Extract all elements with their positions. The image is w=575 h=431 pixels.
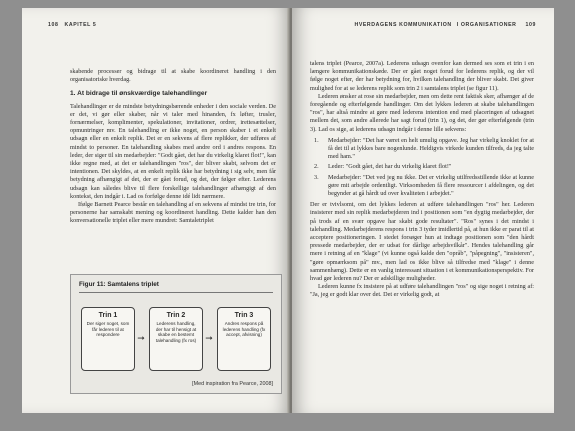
list-item: [310, 163, 534, 171]
figure-step-desc: Lederens handling, der har til hensigt at skabe en bestemt talehandling (fx ros): [155, 321, 197, 343]
figure-step-title: Trin 2: [166, 312, 186, 319]
list-item: [310, 137, 534, 162]
arrow-right-icon: ➞: [137, 333, 145, 343]
left-body-text: [70, 68, 276, 226]
right-page: [292, 8, 554, 413]
figure-step-2: [149, 307, 203, 371]
right-paragraph: Der er tvivlsomt, om det lykkes lederen at udføre talehandlingen "ros" her. Lederen insisterer med sin replik medarbejderen ind i positionen som "en dygtig medarbejder, der på trods af en svær opgave har skabt gode resultater". "Ros" synes i det mindst i talehandling. Medarbejderens respons i trin 3 tyder imidlertid på, at hun ikke er parat til at acceptere positioneringen. I stedet forsøger hun at indtage positionen som "den hårdt pressede medarbejder, der er udsat for dårlige arbejdsvilkår". Hendes talehandling går mere i retning af en "klage" (vi kunne også kalde den "opråb", "påpegning", "insisteren", "gøre opmærksom på" mv., men lad os ikke blive så tilfredse med "klage" i denne sammenhæng). Dette er en vanlig interessant situation i et kommunikationsperspektiv. For hvad gør lederen nu? Der er adskillige muligheder.: [310, 201, 534, 283]
list-item-number: 1.: [314, 136, 319, 144]
right-header-part1: HVERDAGENS KOMMUNIKATION: [354, 22, 452, 28]
left-chapter-title: KAPITEL 5: [64, 22, 97, 28]
list-item-text: Medarbejder: "Det ved jeg nu ikke. Det er virkelig utilfredsstillende ikke at kunne gøre mit arbejde ordentligt. Virksomheden få flere ressourcer i afdelingen, og det begynder at gå hårdt ud over kvaliteten i arbejdet.": [328, 173, 534, 198]
figure-credit: [Med inspiration fra Pearce, 2008]: [192, 381, 273, 387]
left-paragraph: Talehandlinger er de mindste betydningsbærende enheder i den sociale verden. De er det, vi gør eller skaber, når vi taler med hinanden, fx løfter, trusler, fornærmelser, komplimenter, spekulationer, invitationer, ordrer, irettesættelser, opmuntringer mv. En talehandling er ikke noget, en person skaber i et enkelt udsagn eller en enkelt replik. Det er en sekvens af flere replikker, der udføres af mindst to personer. En talehandling skabes med andre ord i andres respons. En leder, der siger til sin medarbejder: "Godt gået, det har du virkelig klaret flot!", kan ikke regne med, at det er talehandlingen "ros", der bliver skabt, selvom det er intentionen. Det skyldes, at en enkelt replik ikke har betydning i sig selv, men får betydning afhængigt af det, der er gået forud, og det, der følger efter. Lederens udsagn kan således blive til flere forskellige talehandlinger afhængigt af den kontekst, den indgår i. Lad os forfølge denne idé lidt nærmere.: [70, 102, 276, 200]
left-page-number: 108: [48, 22, 59, 28]
figure-title: Figur 11: Samtalens triplet: [79, 281, 159, 288]
left-paragraph: Ifølge Barnett Pearce består en talehandling af en sekvens af mindst tre trin, for personerne har samskabt mening og koordineret handling. Dette kalder han den konversationelle triplet eller mere mundret: Samtaletriplet: [70, 201, 276, 225]
left-paragraph: skabende processer og bidrage til at skabe koordineret handling i den organisatoriske hverdag.: [70, 68, 276, 84]
figure-step-1: [81, 307, 135, 371]
list-item-number: 3.: [314, 173, 319, 181]
right-running-header: [354, 22, 540, 28]
right-header-part2: I ORGANISATIONER: [456, 22, 517, 28]
figure-step-title: Trin 1: [98, 312, 118, 319]
figure-step-3: [217, 307, 271, 371]
right-page-number: 109: [525, 22, 536, 28]
list-item-number: 2.: [314, 163, 319, 171]
left-page: [22, 8, 290, 413]
dialogue-list: [310, 137, 534, 198]
open-book: [22, 8, 554, 423]
figure-divider: [79, 292, 273, 293]
figure-step-title: Trin 3: [234, 312, 254, 319]
section-title: 1. At bidrage til ønskværdige talehandlinger: [70, 90, 208, 98]
figure-samtalens-triplet: [70, 274, 282, 394]
right-paragraph: talens triplet (Pearce, 2007a). Lederens udsagn ovenfor kan dermed ses som et trin i en længere kommunikationskæde. Der er gået noget forud for lederens replik, og der vil følge noget efter, der har betydning for, hvilken talehandling der bliver skabt. Det giver mulighed for at se lederens replik som trin 2 i samtalens triplet (se figur 11).: [310, 60, 534, 92]
arrow-right-icon: ➞: [205, 333, 213, 343]
right-body-text: [310, 60, 534, 300]
list-item: [310, 174, 534, 199]
right-paragraph: Lederen kunne fx insistere på at udføre talehandlingen "ros" og sige noget i retning af: "Ja, jeg er godt klar over det. Det er virkelig godt, at: [310, 283, 534, 299]
list-item-text: Leder: "Godt gået, det har du virkelig klaret flot!": [328, 163, 452, 171]
figure-step-desc: Andres respons på lederens handling (fx accept, afvisning): [222, 321, 266, 338]
list-item-text: Medarbejder: "Det har været en helt umulig opgave. Jeg har virkelig knoklet for at få det til at lykkes bare nogenlunde. Heldigvis virkede kunden tilfreds, da jeg talte med ham.": [328, 136, 534, 161]
left-running-header: [44, 22, 96, 28]
right-paragraph: Lederen ønsker at rose sin medarbejder, men om dette rent faktisk sker, afhænger af de foregående og efterfølgende handlinger. Om det lykkes lederen at skabe talehandlingen "ros", har altså mindre at gøre med lederens intention end med placeringen af udsagnet mellem det, som andre allerede har sagt forud (trin 1), og det, der gør efterfølgende (trin 3). Lad os sige, at lederens udsagn indgår i denne lille sekvens:: [310, 92, 534, 133]
figure-step-desc: Der siger noget, som får lederen til at respondere: [86, 321, 130, 338]
